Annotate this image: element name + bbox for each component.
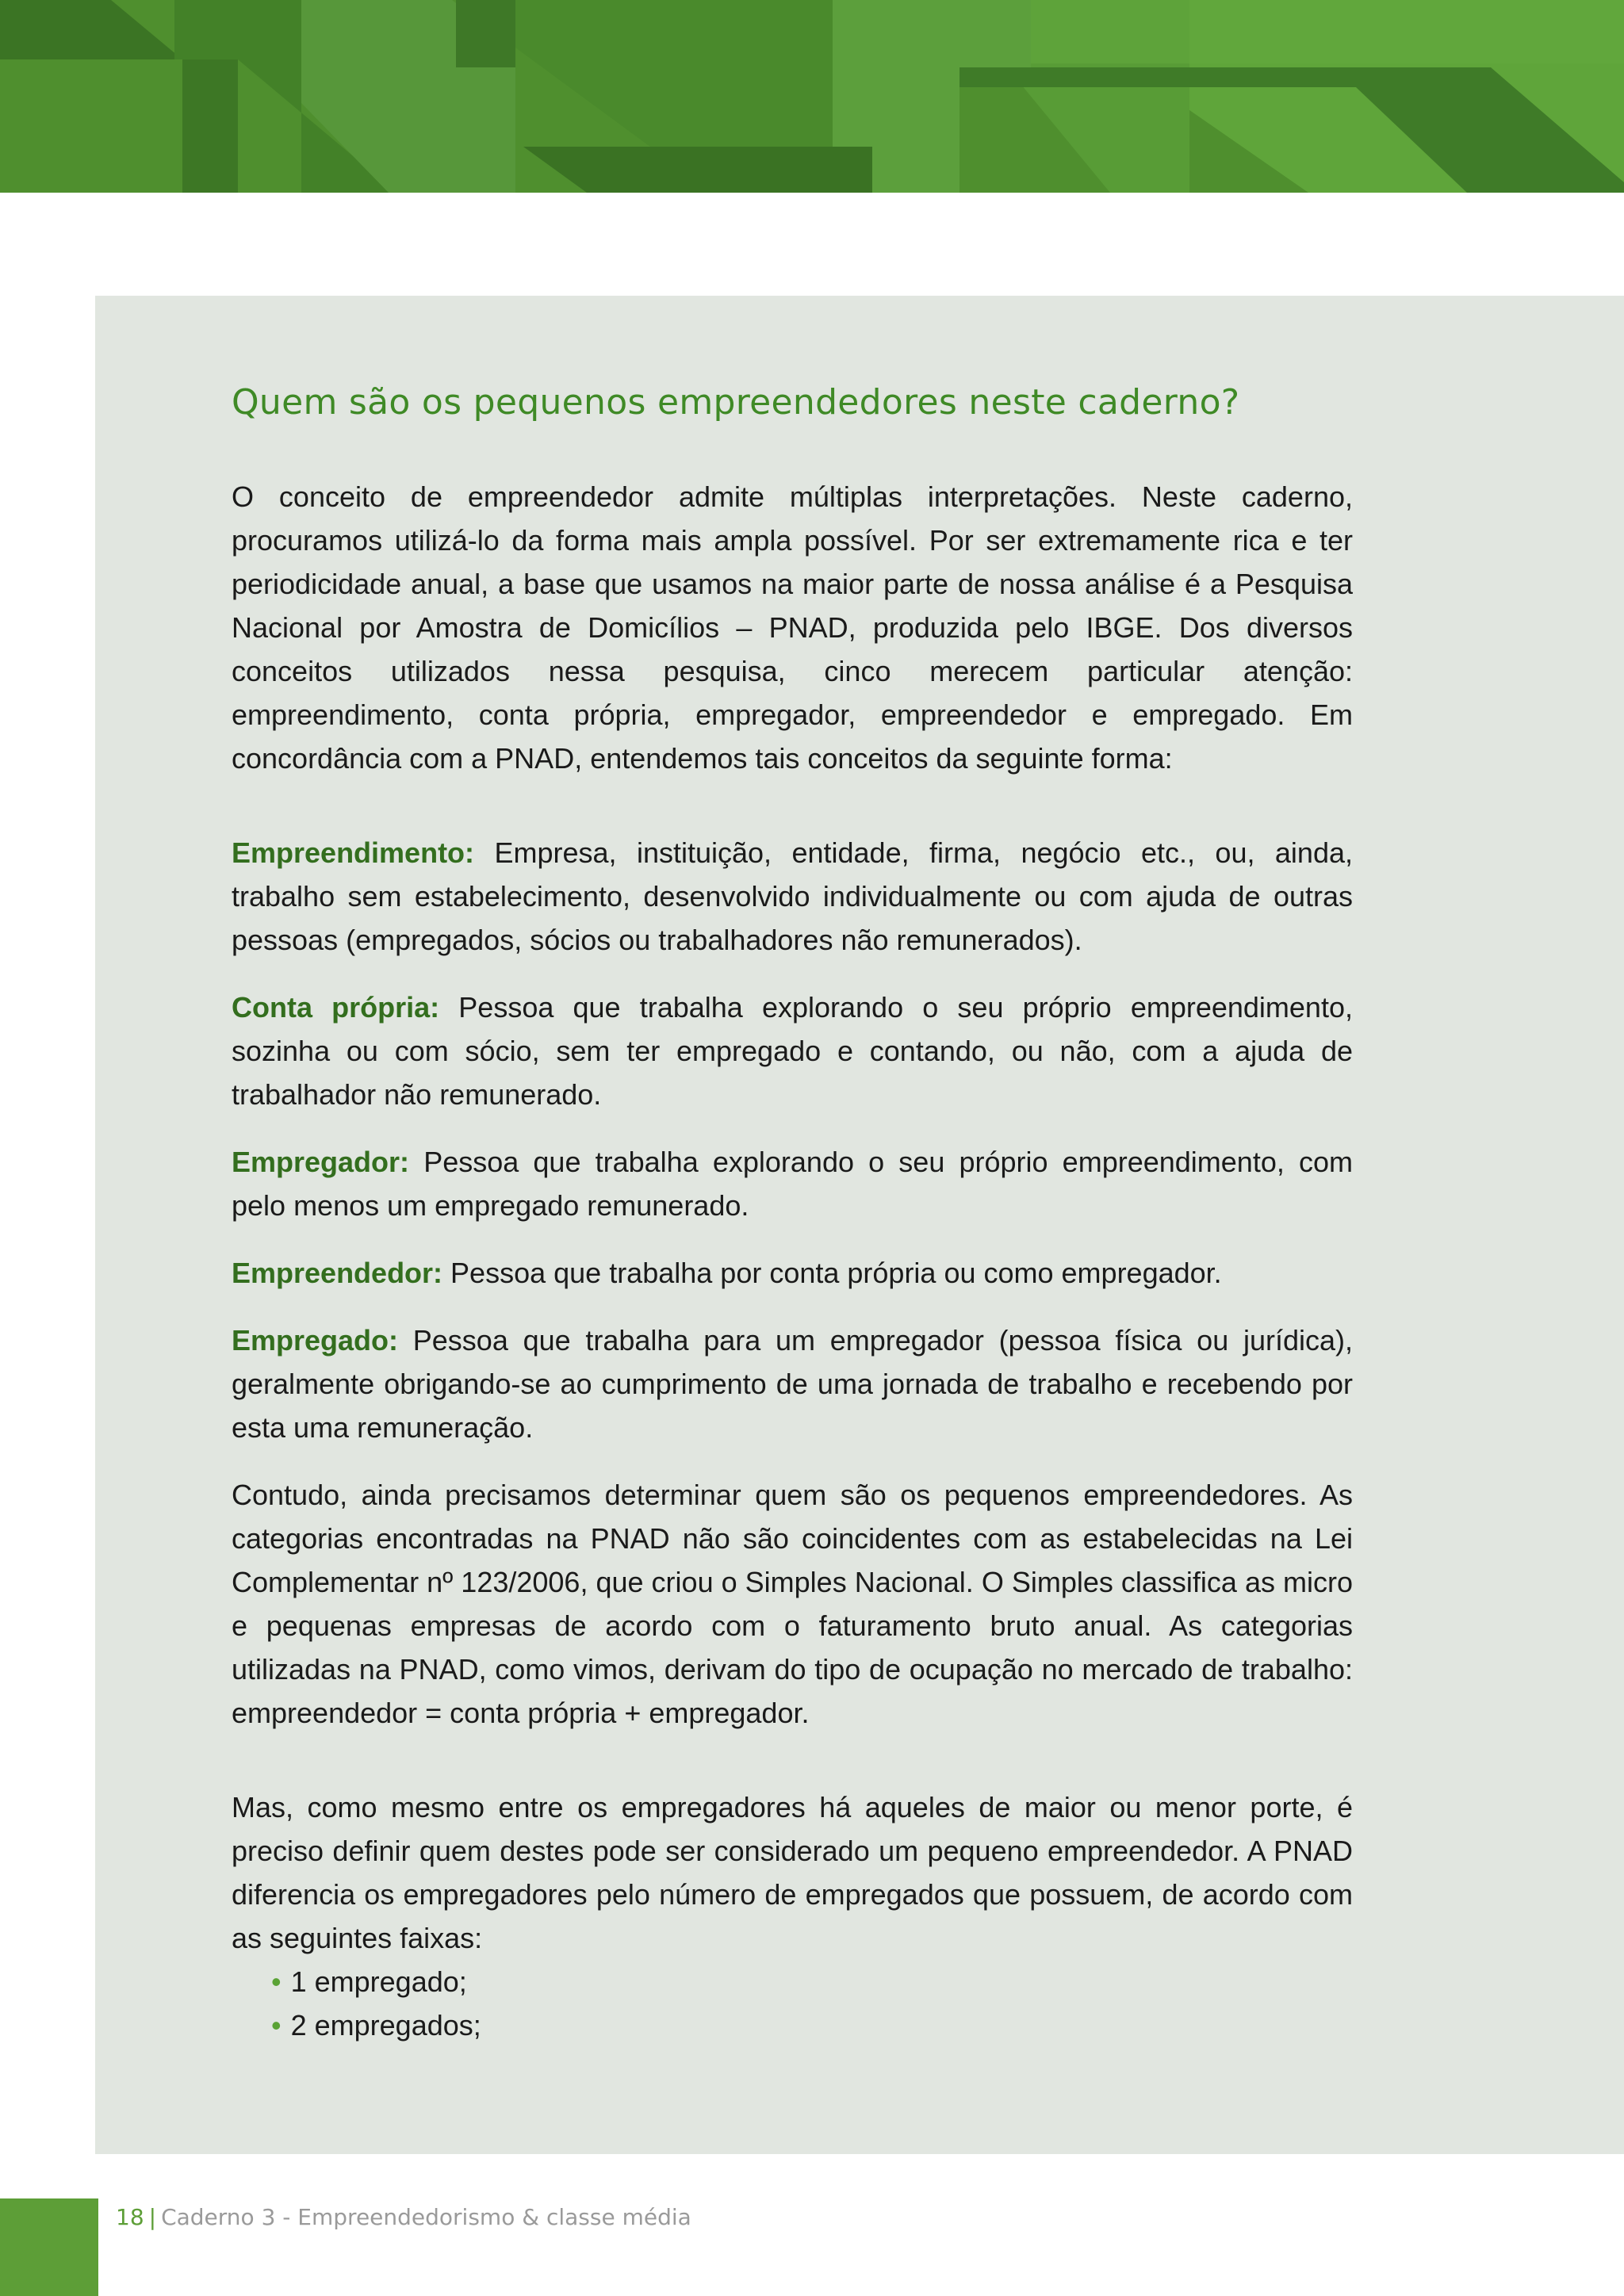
definition-term: Empregado: [232,1324,399,1357]
bullet-icon: • [271,2009,282,2042]
list-item [271,1960,1353,2003]
page-footer [116,2204,691,2230]
definition-empreendimento [232,831,1353,962]
definition-term: Empregador: [232,1146,410,1178]
article [232,381,1353,2047]
definition-term: Empreendimento: [232,836,475,869]
definition-text: Pessoa que trabalha explorando o seu próprio empreendimento, sozinha ou com sócio, sem ter empregado e contando, ou não, com a ajuda de trabalhador não remunerado. [232,991,1353,1111]
employee-ranges-list [232,1960,1353,2047]
body-paragraph: Mas, como mesmo entre os empregadores há aqueles de maior ou menor porte, é preciso definir quem destes pode ser considerado um pequeno empreendedor. A PNAD diferencia os empregadores pelo número de empregados que possuem, de acordo com as seguintes faixas: [232,1791,1353,1954]
definition-text: Pessoa que trabalha para um empregador (pessoa física ou jurídica), geralmente obrigando-se ao cumprimento de uma jornada de trabalho e recebendo por esta uma remuneração. [232,1324,1353,1444]
content-panel [95,296,1624,2154]
header-decoration [0,0,1624,193]
list-item [271,2003,1353,2047]
definition-text: Pessoa que trabalha por conta própria ou como empregador. [442,1257,1222,1289]
section-heading: Quem são os pequenos empreendedores neste caderno? [232,382,1240,423]
definition-term: Conta própria: [232,991,440,1024]
definition-text: Empresa, instituição, entidade, firma, negócio etc., ou, ainda, trabalho sem estabelecimento, desenvolvido individualmente ou com ajuda de outras pessoas (empregados, sócios ou trabalhadores não remunerados). [232,836,1353,956]
definition-empregado [232,1318,1353,1449]
list-item-text: 2 empregados; [290,2009,481,2042]
definition-text: Pessoa que trabalha explorando o seu próprio empreendimento, com pelo menos um empregado remunerado. [232,1146,1353,1222]
list-item-text: 1 empregado; [290,1965,467,1998]
page-number: 18 [116,2204,144,2230]
intro-paragraph: O conceito de empreendedor admite múltiplas interpretações. Neste caderno, procuramos utilizá-lo da forma mais ampla possível. Por ser extremamente rica e ter periodicidade anual, a base que usamos na maior parte de nossa análise é a Pesquisa Nacional por Amostra de Domicílios – PNAD, produzida pelo IBGE. Dos diversos conceitos utilizados nessa pesquisa, cinco merecem particular atenção: empreendimento, conta própria, empregador, empreendedor e empregado. Em concordância com a PNAD, entendemos tais conceitos da seguinte forma: [232,480,1353,775]
footer-separator: | [148,2204,157,2230]
bullet-icon: • [271,1965,282,1998]
definition-empreendedor [232,1251,1353,1295]
body-paragraph: Contudo, ainda precisamos determinar quem são os pequenos empreendedores. As categorias encontradas na PNAD não são coincidentes com as estabelecidas na Lei Complementar nº 123/2006, que criou o Simples Nacional. O Simples classifica as micro e pequenas empresas de acordo com o faturamento bruto anual. As categorias utilizadas na PNAD, como vimos, derivam do tipo de ocupação no mercado de trabalho: empreendedor = conta própria + empregador. [232,1479,1353,1729]
publication-title: Caderno 3 - Empreendedorismo & classe média [161,2204,691,2230]
footer-color-block [0,2198,98,2296]
definition-empregador [232,1140,1353,1227]
definition-conta-propria [232,985,1353,1116]
definition-term: Empreendedor: [232,1257,443,1289]
